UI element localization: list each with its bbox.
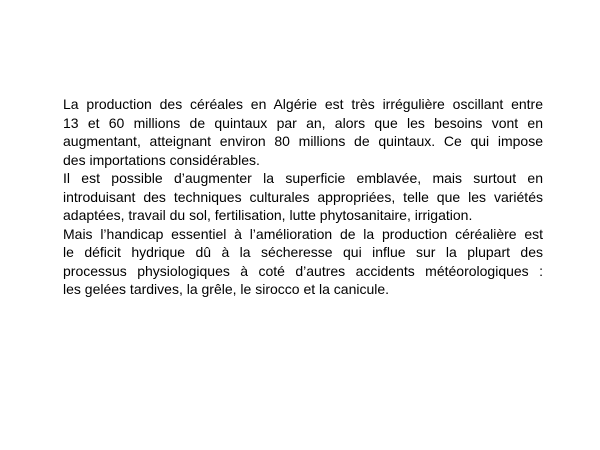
text-line: La production des céréales en Algérie est très irrégulière oscillant entre bbox=[63, 96, 543, 112]
text-line: le déficit hydrique dû à la sécheresse qui influe sur la plupart des bbox=[63, 244, 543, 260]
text-line: introduisant des techniques culturales appropriées, telle que les variétés bbox=[63, 188, 543, 205]
body-text bbox=[63, 95, 543, 299]
text-line: 13 et 60 millions de quintaux par an, alors que les besoins vont en bbox=[63, 114, 543, 131]
text-line: Il est possible d’augmenter la superficie emblavée, mais surtout en bbox=[63, 170, 543, 186]
text-line: les gelées tardives, la grêle, le sirocco et la canicule. bbox=[63, 281, 390, 297]
text-line: processus physiologiques à coté d’autres accidents météorologiques : bbox=[63, 262, 543, 279]
text-line: Mais l’handicap essentiel à l’amélioration de la production céréalière est bbox=[63, 225, 543, 242]
text-line: adaptées, travail du sol, fertilisation, lutte phytosanitaire, irrigation. bbox=[63, 207, 473, 223]
text-line: des importations considérables. bbox=[63, 151, 260, 168]
text-line: augmentant, atteignant environ 80 millions de quintaux. Ce qui impose bbox=[63, 133, 543, 149]
